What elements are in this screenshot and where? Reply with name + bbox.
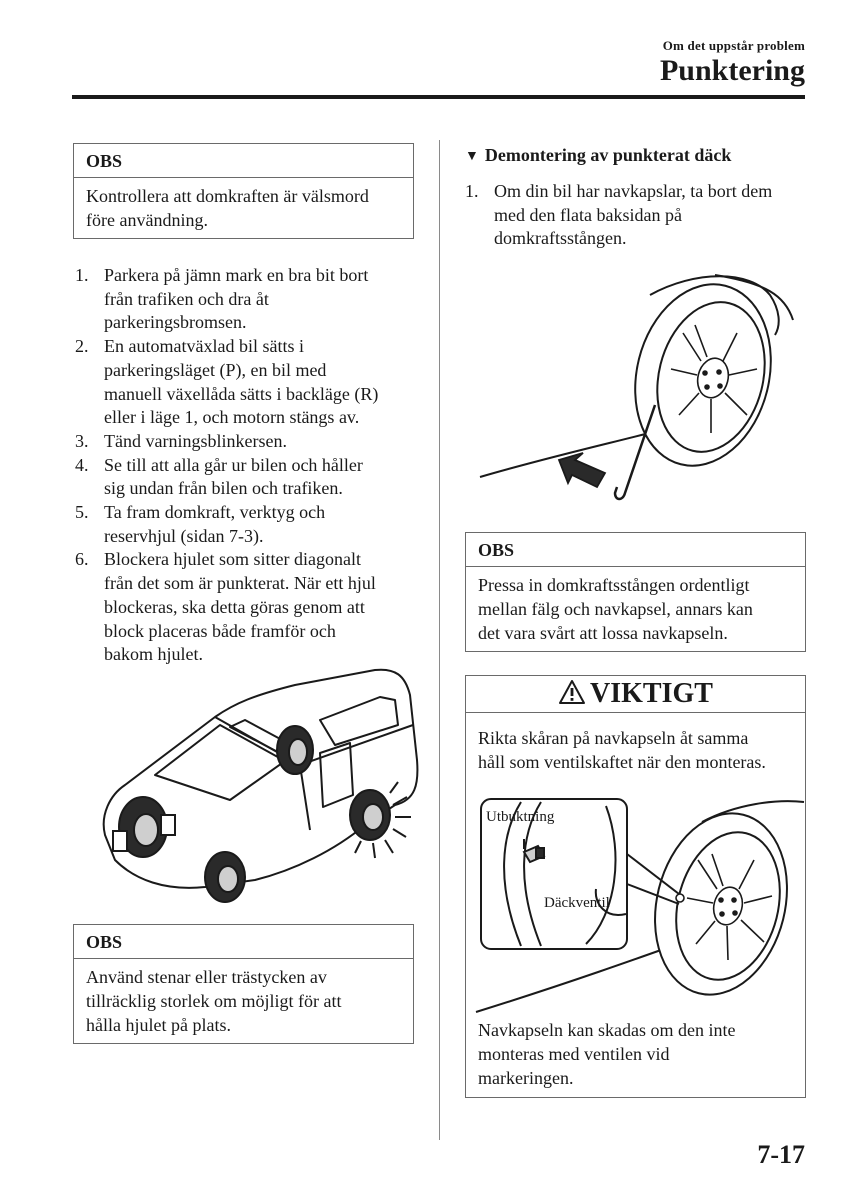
note-line: mellan fälg och navkapsel, annars kan — [478, 599, 753, 619]
note-body — [74, 959, 413, 1043]
jack-handle-tool — [615, 405, 655, 499]
step-number: 3. — [75, 430, 89, 451]
hubcap-steps — [465, 180, 805, 251]
note-body — [74, 178, 413, 238]
step-number: 5. — [75, 502, 89, 523]
warning-line: håll som ventilskaftet när den monteras. — [478, 752, 766, 772]
warning-triangle-icon — [558, 679, 586, 705]
section-header: Om det uppstår problem — [662, 38, 805, 53]
section-title — [465, 144, 731, 169]
step-line: Tänd varningsblinkersen. — [104, 430, 287, 451]
note-line: tillräcklig storlek om möjligt för att — [86, 991, 342, 1011]
step-line: domkraftsstången. — [494, 228, 627, 249]
note-box-pry — [465, 532, 806, 652]
bulge-label: Utbuktning — [486, 809, 555, 825]
step-line: parkeringsbromsen. — [104, 312, 247, 333]
warning-text — [478, 726, 798, 774]
step-number: 4. — [75, 454, 89, 475]
warning-heading — [466, 676, 805, 713]
note-heading: OBS — [74, 925, 413, 959]
step-line: sig undan från bilen och trafiken. — [104, 478, 343, 499]
step-line: Om din bil har navkapslar, ta bort dem — [494, 181, 773, 201]
valve-label: Däckventil — [544, 895, 610, 911]
step-item — [75, 454, 415, 501]
note-heading: OBS — [74, 144, 413, 178]
step-line: En automatväxlad bil sätts i — [104, 336, 304, 357]
note-line: Kontrollera att domkraften är välsmord — [86, 186, 369, 206]
caption-line: monteras med ventilen vid — [478, 1044, 670, 1064]
front-wheel-bottom — [205, 852, 245, 902]
step-line: blockeras, ska detta göras genom att — [104, 596, 365, 617]
step-line: Se till att alla går ur bilen och håller — [104, 454, 363, 475]
warning-heading-text: VIKTIGT — [590, 678, 713, 709]
step-number: 2. — [75, 336, 89, 357]
page-number: 7-17 — [757, 1140, 805, 1169]
step-line: med den flata baksidan på — [494, 204, 682, 225]
step-line: Parkera på jämn mark en bra bit bort — [104, 265, 369, 285]
caption-line: Navkapseln kan skadas om den inte — [478, 1020, 736, 1040]
rear-wheel-top — [277, 726, 313, 774]
note-box-lubrication — [73, 143, 414, 239]
push-arrow-icon — [559, 453, 605, 487]
note-line: det vara svårt att lossa navkapseln. — [478, 623, 728, 643]
step-line: bakom hjulet. — [104, 644, 203, 665]
tire — [617, 270, 790, 480]
step-line: från trafiken och dra åt — [104, 288, 269, 309]
step-line: eller i läge 1, och motorn stängs av. — [104, 407, 360, 428]
step-line: Blockera hjulet som sitter diagonalt — [104, 549, 361, 570]
step-item — [465, 180, 805, 251]
step-number: 1. — [75, 265, 89, 285]
valve-labels — [466, 794, 805, 1014]
step-line: block placeras både framför och — [104, 620, 336, 641]
step-item — [75, 501, 415, 548]
step-line: från det som är punkterat. När ett hjul — [104, 573, 376, 594]
step-number: 6. — [75, 549, 89, 570]
triangle-down-icon: ▼ — [465, 149, 479, 164]
note-line: Pressa in domkraftsstången ordentligt — [478, 575, 750, 595]
warning-box — [465, 675, 806, 1098]
step-item — [75, 264, 415, 335]
note-line: före användning. — [86, 210, 208, 230]
note-line: hålla hjulet på plats. — [86, 1015, 231, 1035]
column-divider — [439, 140, 440, 1140]
step-line: parkeringsläget (P), en bil med — [104, 359, 327, 380]
car-wheel-block-illustration — [95, 665, 425, 905]
step-item — [75, 430, 415, 454]
header-rule — [72, 95, 805, 99]
note-body — [466, 567, 805, 651]
preparation-steps — [75, 264, 415, 667]
step-item — [75, 548, 415, 667]
note-heading: OBS — [466, 533, 805, 567]
page-title: Punktering — [659, 54, 805, 87]
step-item — [75, 335, 415, 430]
section-title-text: Demontering av punkterat däck — [484, 145, 732, 165]
warning-line: Rikta skåran på navkapseln åt samma — [478, 728, 749, 748]
hubcap-removal-illustration — [475, 265, 805, 515]
step-line: manuell växellåda sätts i backläge (R) — [104, 383, 379, 404]
step-line: reservhjul (sidan 7-3). — [104, 525, 264, 546]
note-box-stones — [73, 924, 414, 1044]
warning-caption — [478, 1018, 798, 1090]
caption-line: markeringen. — [478, 1068, 574, 1088]
step-line: Ta fram domkraft, verktyg och — [104, 502, 326, 523]
note-line: Använd stenar eller trästycken av — [86, 967, 327, 987]
step-number: 1. — [465, 181, 479, 201]
